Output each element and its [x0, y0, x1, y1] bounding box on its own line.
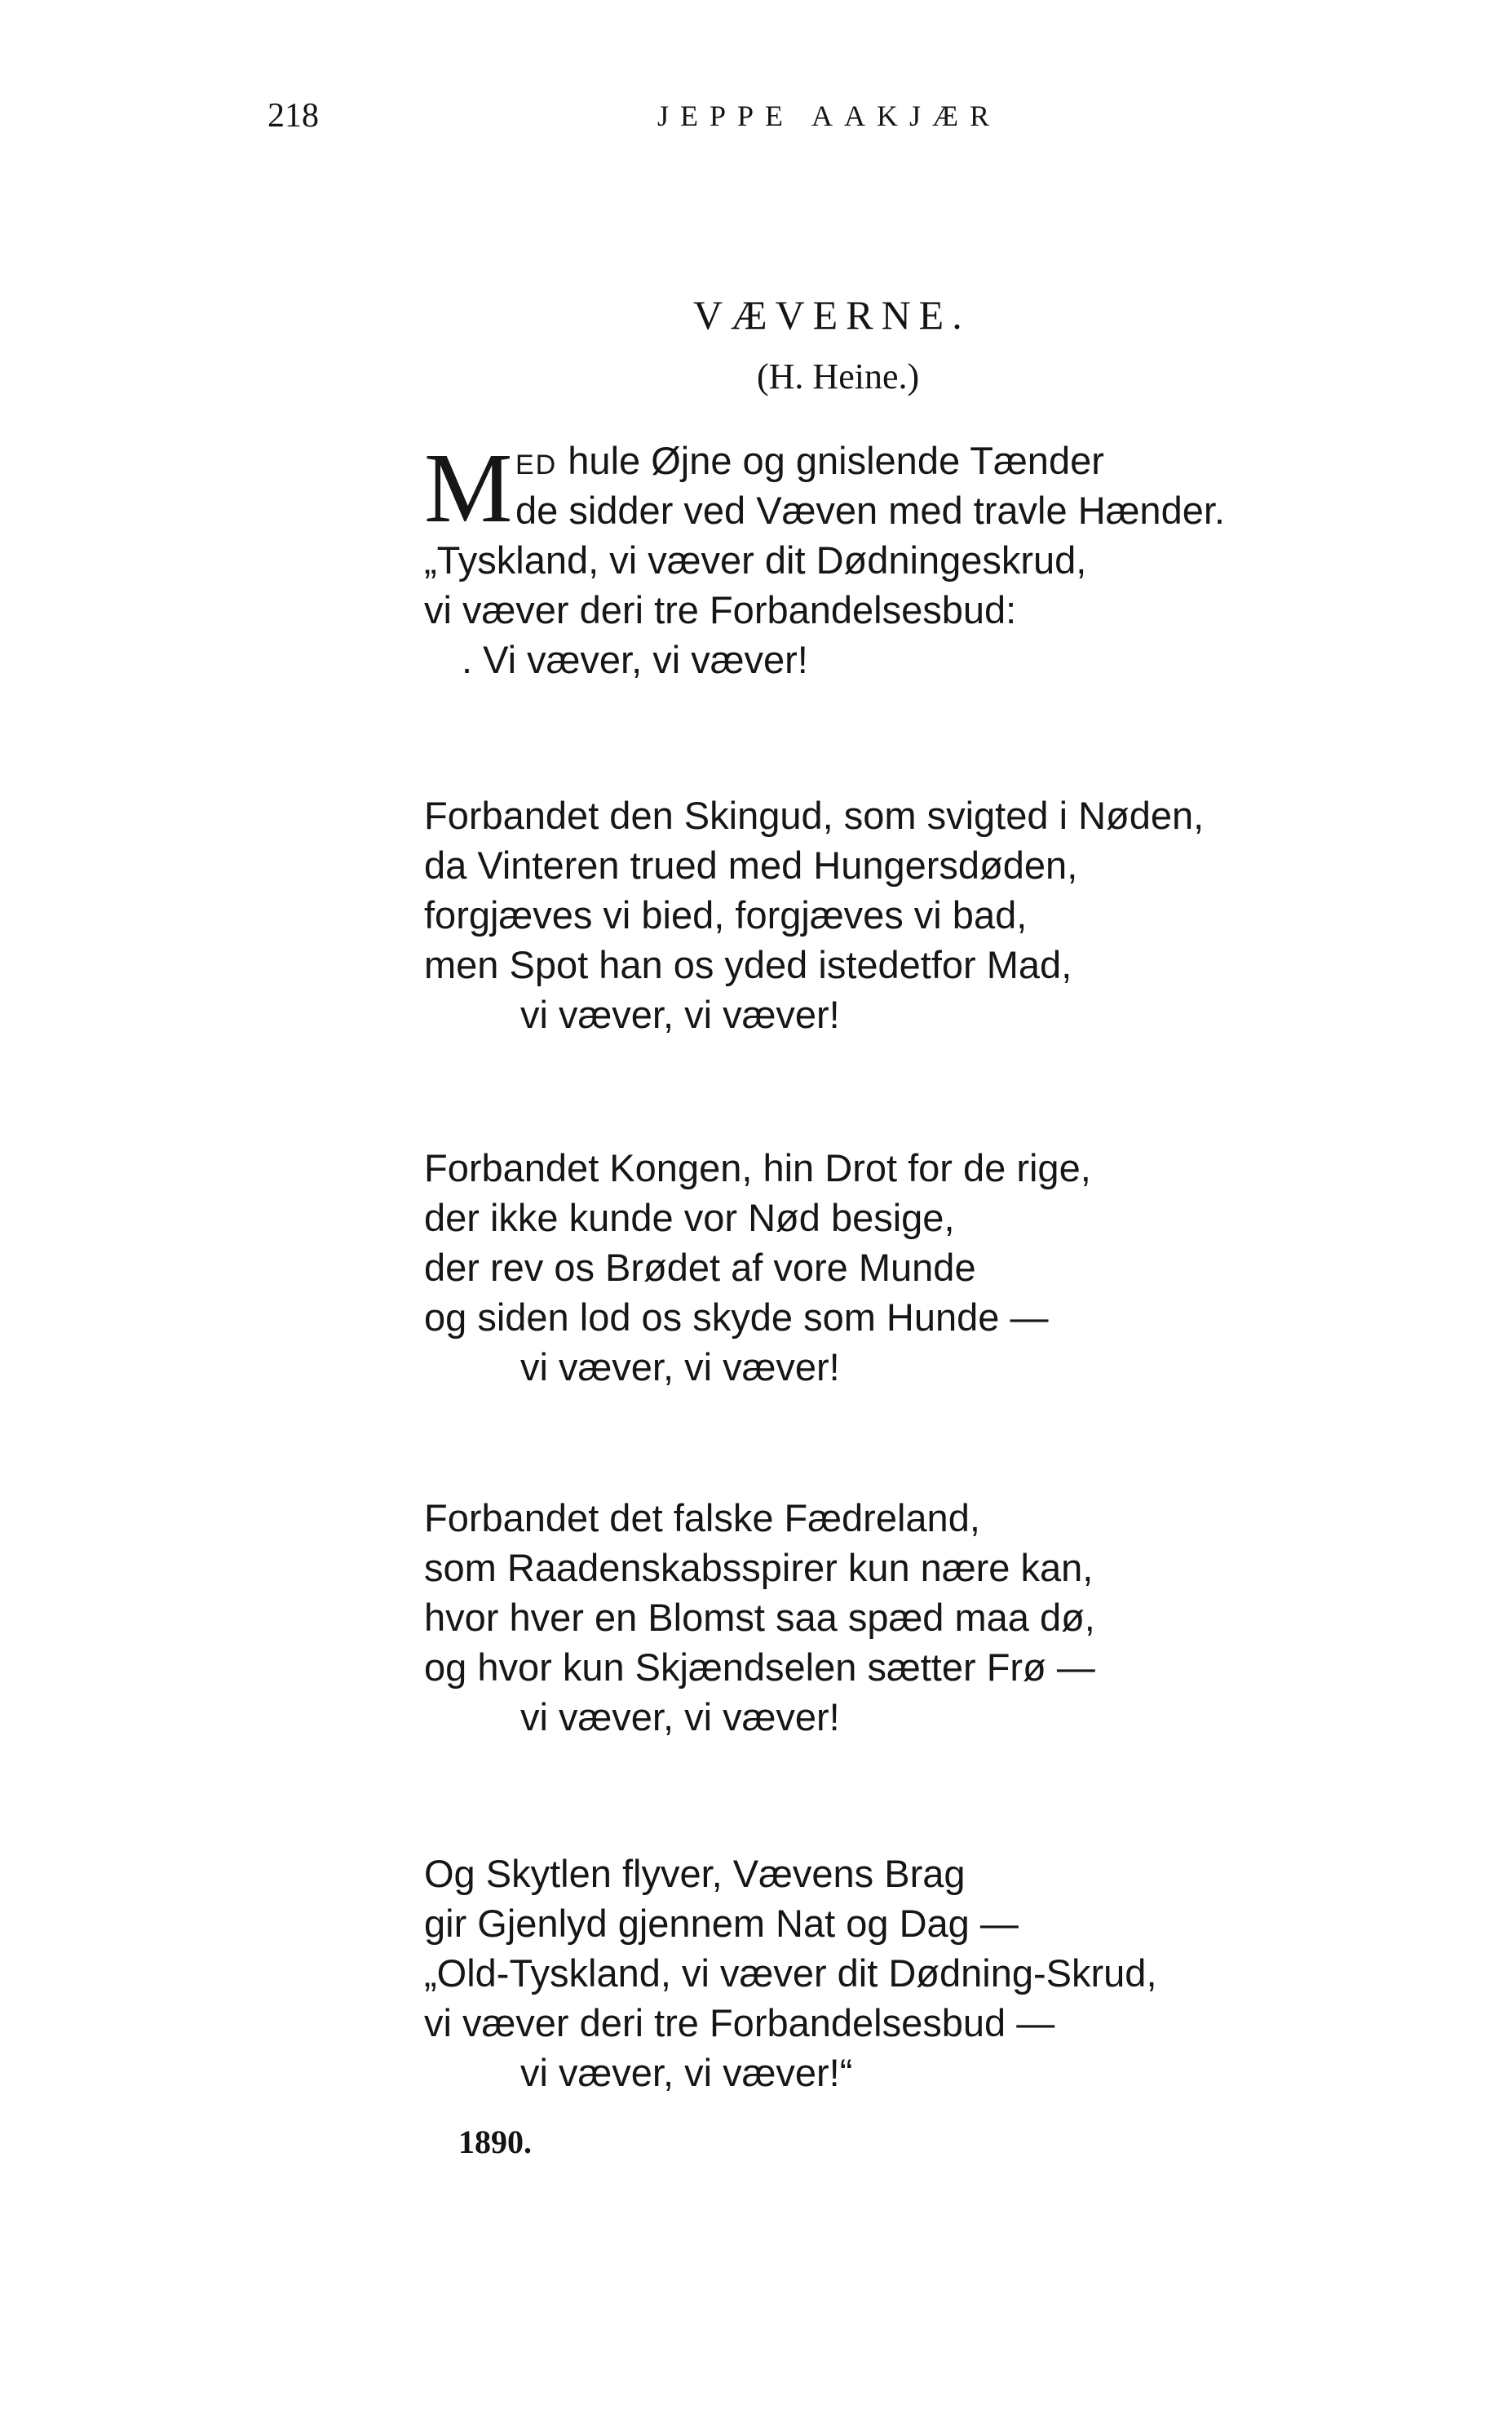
refrain-line: vi væver, vi væver!“: [520, 2051, 853, 2094]
stanza-3: [424, 1143, 1091, 1392]
stanza-4: [424, 1493, 1095, 1742]
poem-line: de sidder ved Væven med travle Hænder.: [515, 489, 1225, 532]
poem-line: men Spot han os yded istedetfor Mad,: [424, 943, 1072, 986]
poem-line: Og Skytlen flyver, Vævens Brag: [424, 1852, 966, 1895]
poem-line: og siden lod os skyde som Hunde —: [424, 1295, 1049, 1339]
refrain-line: vi væver, vi væver!: [520, 993, 840, 1036]
poem-line: vi væver deri tre Forbandelsesbud —: [424, 2001, 1055, 2044]
poem-line: der rev os Brødet af vore Munde: [424, 1246, 976, 1289]
refrain-line: vi væver, vi væver!: [520, 1345, 840, 1388]
poem-line: gir Gjenlyd gjennem Nat og Dag —: [424, 1902, 1019, 1945]
first-word-smallcaps: ED: [515, 450, 558, 481]
refrain-line: . Vi væver, vi væver!: [462, 638, 808, 681]
poem-line: hvor hver en Blomst saa spæd maa dø,: [424, 1596, 1095, 1639]
poem-line: Forbandet den Skingud, som svigted i Nøden,: [424, 794, 1205, 837]
poem-line: der ikke kunde vor Nød besige,: [424, 1196, 955, 1239]
poem-line: som Raadenskabsspirer kun nære kan,: [424, 1546, 1094, 1589]
first-line-text: hule Øjne og gnislende Tænder: [557, 439, 1104, 482]
stanza-5: [424, 1849, 1157, 2097]
poem-line: forgjæves vi bied, forgjæves vi bad,: [424, 893, 1028, 937]
stanza-2: [424, 791, 1204, 1039]
running-head: [0, 91, 1512, 140]
poem-line: „Tyskland, vi væver dit Dødningeskrud,: [424, 538, 1087, 582]
refrain-line: vi væver, vi væver!: [520, 1695, 840, 1738]
poem-line: vi væver deri tre Forbandelsesbud:: [424, 588, 1017, 631]
poem-line: „Old-Tyskland, vi væver dit Dødning-Skrud,: [424, 1951, 1157, 1995]
poem-source: (H. Heine.): [757, 357, 920, 396]
poem-line: Forbandet Kongen, hin Drot for de rige,: [424, 1146, 1091, 1189]
poem-line: da Vinteren trued med Hungersdøden,: [424, 844, 1078, 887]
stanza-1: [424, 433, 1225, 684]
running-title: JEPPE AAKJÆR: [657, 100, 1001, 132]
poem-title: VÆVERNE.: [693, 292, 970, 338]
poem-line: Forbandet det falske Fædreland,: [424, 1496, 980, 1539]
poem-line: og hvor kun Skjændselen sætter Frø —: [424, 1645, 1095, 1689]
poem-year: 1890.: [458, 2124, 532, 2160]
drop-cap: M: [424, 433, 513, 543]
page-number: 218: [267, 97, 319, 135]
